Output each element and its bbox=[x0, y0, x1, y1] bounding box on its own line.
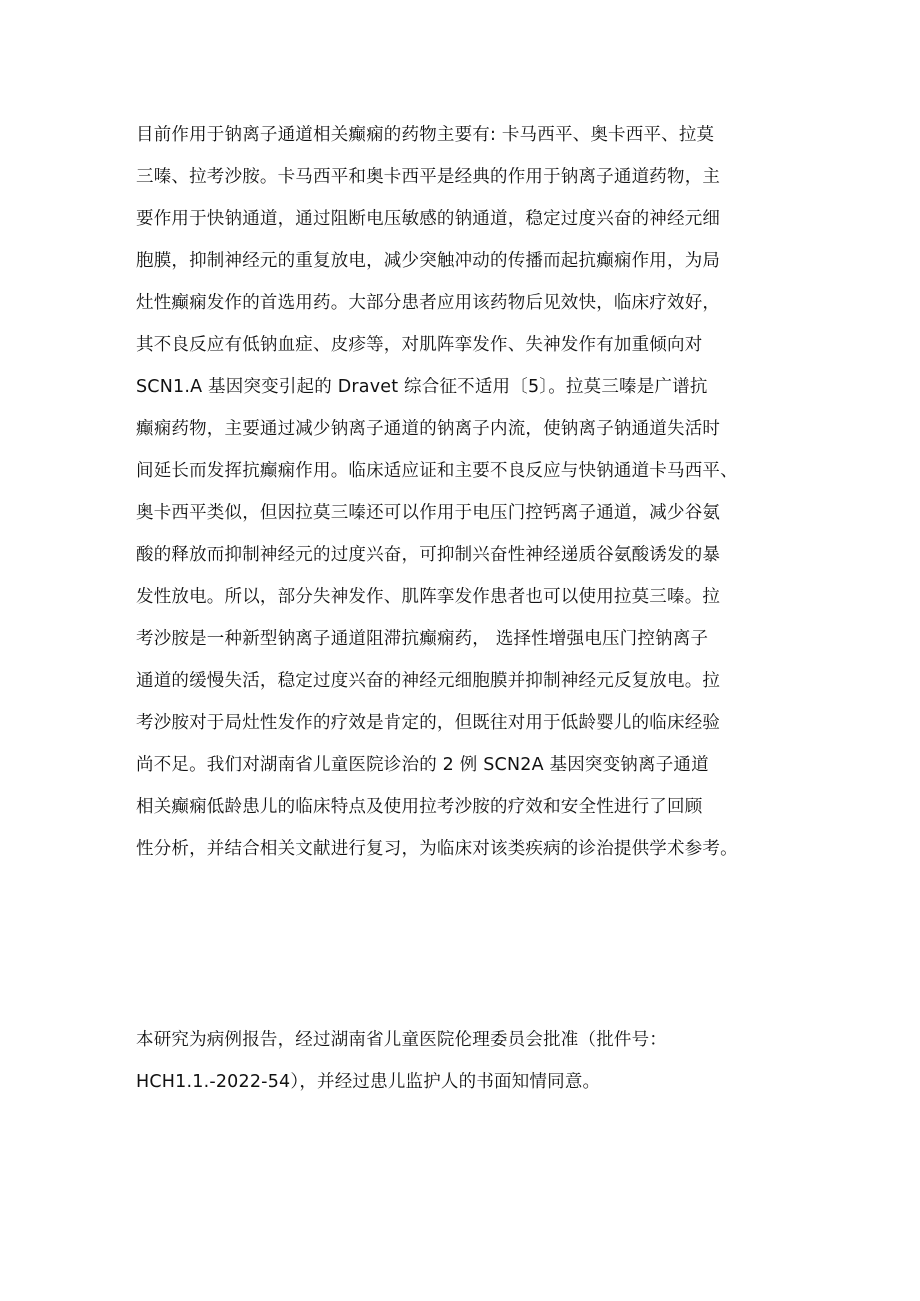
text-line: 目前作用于钠离子通道相关癫痫的药物主要有: 卡马西平、奥卡西平、拉莫 bbox=[136, 125, 715, 145]
text-line: 三嗪、拉考沙胺。卡马西平和奥卡西平是经典的作用于钠离子通道药物，主 bbox=[136, 167, 721, 187]
text-line: 酸的释放而抑制神经元的过度兴奋，可抑制兴奋性神经递质谷氨酸诱发的暴 bbox=[136, 545, 721, 565]
text-line: 尚不足。我们对湖南省儿童医院诊治的 2 例 SCN2A 基因突变钠离子通道 bbox=[136, 755, 709, 775]
text-line: 本研究为病例报告，经过湖南省儿童医院伦理委员会批准（批件号： bbox=[136, 1030, 667, 1050]
text-line: 相关癫痫低龄患儿的临床特点及使用拉考沙胺的疗效和安全性进行了回顾 bbox=[136, 797, 703, 817]
text-line: 灶性癫痫发作的首选用药。大部分患者应用该药物后见效快，临床疗效好， bbox=[136, 293, 721, 313]
text-line: 考沙胺是一种新型钠离子通道阻滞抗癫痫药， 选择性增强电压门控钠离子 bbox=[136, 629, 709, 649]
text-line: 奥卡西平类似，但因拉莫三嗪还可以作用于电压门控钙离子通道，减少谷氨 bbox=[136, 503, 721, 523]
text-line: 性分析，并结合相关文献进行复习，为临床对该类疾病的诊治提供学术参考。 bbox=[136, 839, 738, 859]
body-paragraph-drug-overview bbox=[136, 114, 796, 870]
text-line: 癫痫药物，主要通过减少钠离子通道的钠离子内流，使钠离子钠通道失活时 bbox=[136, 419, 721, 439]
text-line: 考沙胺对于局灶性发作的疗效是肯定的，但既往对用于低龄婴儿的临床经验 bbox=[136, 713, 721, 733]
text-line: 其不良反应有低钠血症、皮疹等，对肌阵挛发作、失神发作有加重倾向对 bbox=[136, 335, 703, 355]
text-line: 发性放电。所以，部分失神发作、肌阵挛发作患者也可以使用拉莫三嗪。拉 bbox=[136, 587, 721, 607]
text-line: 间延长而发挥抗癫痫作用。临床适应证和主要不良反应与快钠通道卡马西平、 bbox=[136, 461, 738, 481]
text-line: HCH1.1.-2022-54），并经过患儿监护人的书面知情同意。 bbox=[136, 1072, 601, 1092]
body-paragraph-ethics-approval bbox=[136, 1019, 796, 1103]
text-line: 通道的缓慢失活，稳定过度兴奋的神经元细胞膜并抑制神经元反复放电。拉 bbox=[136, 671, 721, 691]
text-line: 胞膜，抑制神经元的重复放电，减少突触冲动的传播而起抗癫痫作用，为局 bbox=[136, 251, 721, 271]
text-line: SCN1.A 基因突变引起的 Dravet 综合征不适用〔5〕。拉莫三嗪是广谱抗 bbox=[136, 377, 708, 397]
text-line: 要作用于快钠通道，通过阻断电压敏感的钠通道，稳定过度兴奋的神经元细 bbox=[136, 209, 721, 229]
